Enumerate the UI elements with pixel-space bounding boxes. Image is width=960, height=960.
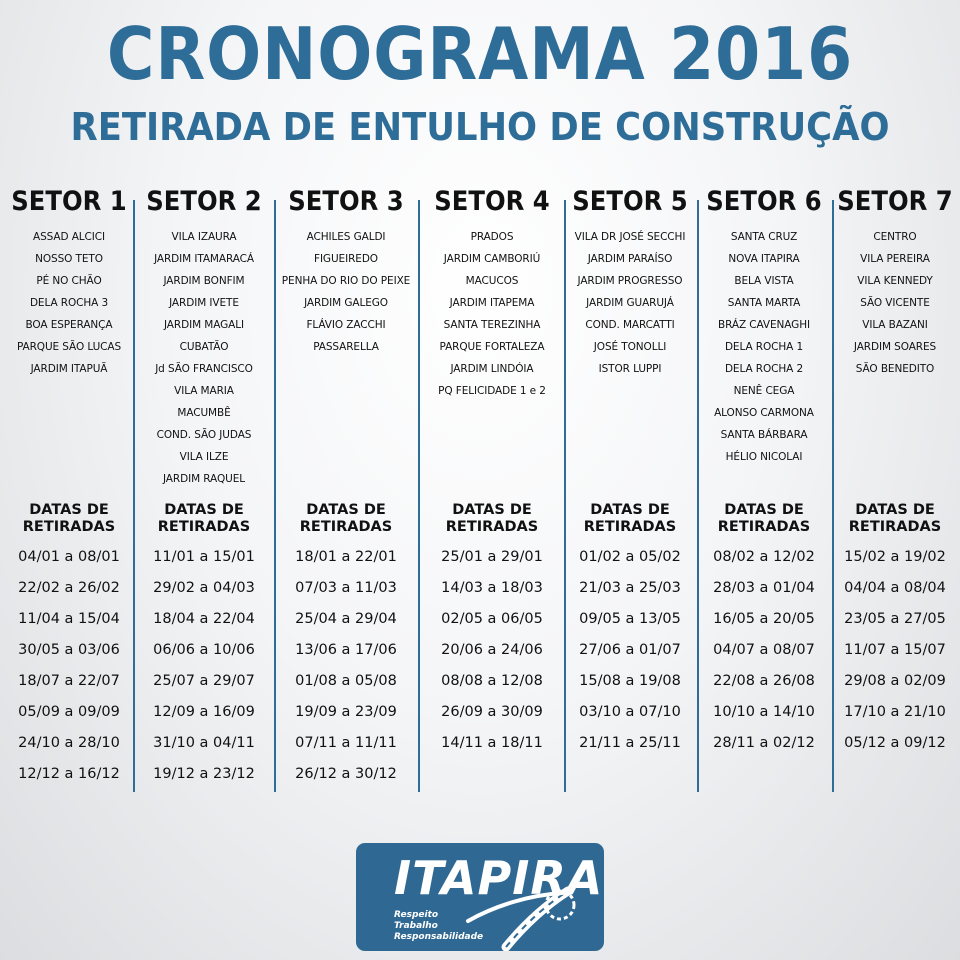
datas-heading-line2: RETIRADAS	[22, 519, 116, 535]
bairro-item: JARDIM PROGRESSO	[577, 275, 683, 287]
date-range: 08/08 a 12/08	[441, 673, 543, 689]
logo-tagline-line: Trabalho	[394, 921, 438, 931]
setor-column-6	[695, 180, 833, 790]
bairro-item: SÃO BENEDITO	[855, 363, 935, 375]
itapira-logo	[356, 843, 604, 951]
bairro-item: PARQUE SÃO LUCAS	[16, 341, 122, 353]
bairro-item: JARDIM GUARUJÁ	[586, 297, 674, 309]
date-list	[695, 542, 833, 759]
datas-heading-line1: DATAS DE	[724, 502, 804, 518]
datas-heading-line2: RETIRADAS	[717, 519, 811, 535]
date-range: 20/06 a 24/06	[441, 642, 543, 658]
date-range: 01/08 a 05/08	[295, 673, 397, 689]
bairro-item: ALONSO CARMONA	[714, 407, 814, 419]
setor-column-3	[277, 180, 415, 790]
date-range: 11/01 a 15/01	[153, 549, 255, 565]
bairro-item: SÃO VICENTE	[860, 297, 930, 309]
bairro-item: MACUMBÊ	[177, 407, 231, 419]
datas-heading-line2: RETIRADAS	[848, 519, 942, 535]
date-range: 25/07 a 29/07	[153, 673, 255, 689]
logo-tagline-line: Respeito	[394, 910, 439, 920]
setor-column-4	[423, 180, 561, 790]
date-range: 28/03 a 01/04	[713, 580, 815, 596]
bairro-item: DELA ROCHA 2	[724, 363, 804, 375]
bairro-item: JARDIM LINDÓIA	[450, 363, 534, 375]
bairro-item: PASSARELLA	[313, 341, 379, 353]
date-range: 07/11 a 11/11	[295, 735, 397, 751]
bairro-item: PQ FELICIDADE 1 e 2	[438, 385, 546, 397]
bairro-item: PARQUE FORTALEZA	[439, 341, 545, 353]
date-range: 18/04 a 22/04	[153, 611, 255, 627]
datas-heading	[423, 502, 561, 536]
bairro-list	[277, 226, 415, 358]
date-range: 25/01 a 29/01	[441, 549, 543, 565]
setor-column-7	[826, 180, 960, 790]
bairro-item: VILA PEREIRA	[860, 253, 930, 265]
date-range: 12/12 a 16/12	[18, 766, 120, 782]
bairro-item: SANTA MARTA	[727, 297, 801, 309]
bairro-item: ISTOR LUPPI	[598, 363, 662, 375]
datas-heading-line2: RETIRADAS	[445, 519, 539, 535]
date-range: 23/05 a 27/05	[844, 611, 946, 627]
date-range: 01/02 a 05/02	[579, 549, 681, 565]
bairro-item: VILA BAZANI	[862, 319, 928, 331]
date-range: 10/10 a 14/10	[713, 704, 815, 720]
page-subtitle: RETIRADA DE ENTULHO DE CONSTRUÇÃO	[70, 105, 890, 149]
datas-heading	[695, 502, 833, 536]
column-divider	[418, 200, 420, 792]
bairro-item: JARDIM ITAPEMA	[449, 297, 535, 309]
date-list	[0, 542, 138, 790]
date-range: 26/09 a 30/09	[441, 704, 543, 720]
setor-column-5	[561, 180, 699, 790]
date-range: 09/05 a 13/05	[579, 611, 681, 627]
date-range: 26/12 a 30/12	[295, 766, 397, 782]
bairro-item: Jd SÃO FRANCISCO	[155, 363, 253, 375]
date-range: 29/02 a 04/03	[153, 580, 255, 596]
date-range: 04/04 a 08/04	[844, 580, 946, 596]
datas-heading-line1: DATAS DE	[590, 502, 670, 518]
bairro-list	[135, 226, 273, 490]
date-range: 13/06 a 17/06	[295, 642, 397, 658]
bairro-item: HÉLIO NICOLAI	[725, 451, 803, 463]
bairro-item: CUBATÃO	[179, 341, 229, 353]
datas-heading-line2: RETIRADAS	[583, 519, 677, 535]
bairro-list	[0, 226, 138, 380]
date-range: 18/01 a 22/01	[295, 549, 397, 565]
logo-name: ITAPIRA	[394, 851, 604, 905]
datas-heading-line1: DATAS DE	[306, 502, 386, 518]
bairro-item: PRADOS	[470, 231, 514, 243]
date-range: 15/02 a 19/02	[844, 549, 946, 565]
date-range: 12/09 a 16/09	[153, 704, 255, 720]
column-divider	[274, 200, 276, 792]
bairro-item: DELA ROCHA 1	[724, 341, 804, 353]
date-range: 22/02 a 26/02	[18, 580, 120, 596]
setor-heading: SETOR 6	[706, 186, 822, 217]
date-range: 08/02 a 12/02	[713, 549, 815, 565]
bairro-item: SANTA CRUZ	[730, 231, 798, 243]
date-list	[423, 542, 561, 759]
bairro-item: FIGUEIREDO	[314, 253, 378, 265]
date-range: 25/04 a 29/04	[295, 611, 397, 627]
logo-tagline	[394, 910, 483, 943]
bairro-list	[695, 226, 833, 468]
bairro-item: BELA VISTA	[734, 275, 794, 287]
datas-heading-line2: RETIRADAS	[157, 519, 251, 535]
bairro-item: JARDIM MAGALI	[164, 319, 244, 331]
date-list	[826, 542, 960, 759]
datas-heading	[826, 502, 960, 536]
setor-heading: SETOR 1	[11, 186, 127, 217]
bairro-item: MACUCOS	[465, 275, 519, 287]
bairro-item: JOSÉ TONOLLI	[593, 341, 667, 353]
bairro-item: BOA ESPERANÇA	[25, 319, 113, 331]
bairro-item: JARDIM BONFIM	[163, 275, 245, 287]
bairro-item: JARDIM ITAPUÃ	[30, 363, 108, 375]
date-range: 21/11 a 25/11	[579, 735, 681, 751]
date-range: 03/10 a 07/10	[579, 704, 681, 720]
bairro-list	[423, 226, 561, 402]
setor-heading: SETOR 7	[837, 186, 953, 217]
bairro-list	[826, 226, 960, 380]
bairro-item: NOVA ITAPIRA	[728, 253, 800, 265]
sector-columns	[0, 180, 960, 800]
bairro-item: JARDIM CAMBORIÚ	[443, 253, 541, 265]
setor-heading: SETOR 2	[146, 186, 262, 217]
bairro-item: NENÊ CEGA	[733, 385, 795, 397]
setor-column-2	[135, 180, 273, 790]
bairro-item: VILA ILZE	[179, 451, 229, 463]
datas-heading	[277, 502, 415, 536]
date-range: 16/05 a 20/05	[713, 611, 815, 627]
bairro-item: VILA DR JOSÉ SECCHI	[574, 231, 686, 243]
bairro-item: JARDIM SOARES	[853, 341, 937, 353]
date-range: 28/11 a 02/12	[713, 735, 815, 751]
bairro-item: JARDIM RAQUEL	[163, 473, 245, 485]
date-range: 22/08 a 26/08	[713, 673, 815, 689]
date-range: 21/03 a 25/03	[579, 580, 681, 596]
date-range: 14/11 a 18/11	[441, 735, 543, 751]
date-range: 19/12 a 23/12	[153, 766, 255, 782]
page-title: CRONOGRAMA 2016	[106, 12, 854, 96]
datas-heading	[135, 502, 273, 536]
date-range: 29/08 a 02/09	[844, 673, 946, 689]
bairro-item: COND. SÃO JUDAS	[156, 429, 252, 441]
date-range: 05/12 a 09/12	[844, 735, 946, 751]
date-range: 11/04 a 15/04	[18, 611, 120, 627]
date-range: 06/06 a 10/06	[153, 642, 255, 658]
date-range: 07/03 a 11/03	[295, 580, 397, 596]
bairro-item: JARDIM GALEGO	[304, 297, 388, 309]
setor-heading: SETOR 3	[288, 186, 404, 217]
bairro-item: CENTRO	[873, 231, 917, 243]
datas-heading-line1: DATAS DE	[29, 502, 109, 518]
date-list	[277, 542, 415, 790]
bairro-item: BRÁZ CAVENAGHI	[717, 319, 811, 331]
setor-heading: SETOR 5	[572, 186, 688, 217]
date-list	[561, 542, 699, 759]
setor-column-1	[0, 180, 138, 790]
bairro-item: SANTA BÁRBARA	[720, 429, 808, 441]
date-range: 04/07 a 08/07	[713, 642, 815, 658]
date-range: 05/09 a 09/09	[18, 704, 120, 720]
date-range: 17/10 a 21/10	[844, 704, 946, 720]
date-range: 11/07 a 15/07	[844, 642, 946, 658]
date-range: 27/06 a 01/07	[579, 642, 681, 658]
bairro-list	[561, 226, 699, 380]
date-list	[135, 542, 273, 790]
setor-heading: SETOR 4	[434, 186, 550, 217]
bairro-item: JARDIM IVETE	[169, 297, 239, 309]
datas-heading-line2: RETIRADAS	[299, 519, 393, 535]
bairro-item: NOSSO TETO	[35, 253, 103, 265]
date-range: 30/05 a 03/06	[18, 642, 120, 658]
bairro-item: PÉ NO CHÃO	[36, 275, 102, 287]
bairro-item: JARDIM PARAÍSO	[587, 253, 673, 265]
datas-heading	[0, 502, 138, 536]
bairro-item: JARDIM ITAMARACÁ	[154, 253, 254, 265]
date-range: 24/10 a 28/10	[18, 735, 120, 751]
bairro-item: COND. MARCATTI	[585, 319, 675, 331]
bairro-item: PENHA DO RIO DO PEIXE	[281, 275, 411, 287]
bairro-item: VILA KENNEDY	[857, 275, 933, 287]
date-range: 14/03 a 18/03	[441, 580, 543, 596]
bairro-item: SANTA TEREZINHA	[443, 319, 541, 331]
bairro-item: ACHILES GALDI	[306, 231, 386, 243]
date-range: 02/05 a 06/05	[441, 611, 543, 627]
bairro-item: DELA ROCHA 3	[29, 297, 109, 309]
bairro-item: ASSAD ALCICI	[32, 231, 105, 243]
datas-heading-line1: DATAS DE	[855, 502, 935, 518]
logo-tagline-line: Responsabilidade	[394, 932, 484, 942]
date-range: 19/09 a 23/09	[295, 704, 397, 720]
date-range: 04/01 a 08/01	[18, 549, 120, 565]
date-range: 18/07 a 22/07	[18, 673, 120, 689]
datas-heading-line1: DATAS DE	[164, 502, 244, 518]
date-range: 15/08 a 19/08	[579, 673, 681, 689]
datas-heading-line1: DATAS DE	[452, 502, 532, 518]
bairro-item: VILA IZAURA	[171, 231, 237, 243]
date-range: 31/10 a 04/11	[153, 735, 255, 751]
bairro-item: FLÁVIO ZACCHI	[306, 319, 386, 331]
bairro-item: VILA MARIA	[174, 385, 234, 397]
datas-heading	[561, 502, 699, 536]
